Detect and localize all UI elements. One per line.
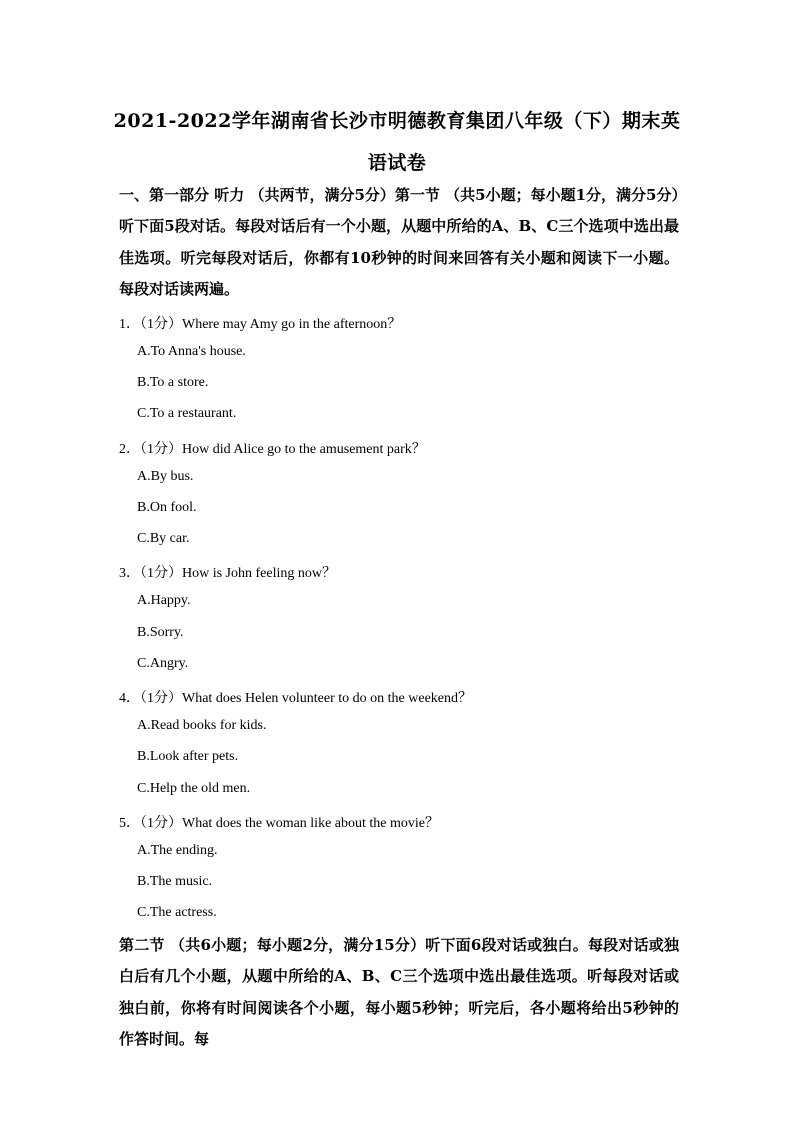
question-1-option-a: A.To Anna's house. [137, 344, 246, 359]
question-3-option-c: C.Angry. [137, 656, 189, 671]
question-1-stem: 1．（1分）Where may Amy go in the afternoon？ [119, 317, 402, 332]
question-3-option-a: A.Happy. [137, 593, 191, 608]
question-4-option-a: A.Read books for kids. [137, 718, 267, 733]
exam-title-line-1: 2021-2022学年湖南省长沙市明德教育集团八年级（下）期末英 [113, 110, 681, 132]
question-3-option-b: B.Sorry. [137, 625, 184, 640]
question-4-stem: 4．（1分）What does Helen volunteer to do on the weekend？ [119, 691, 473, 706]
question-5-stem: 5．（1分）What does the woman like about the movie？ [119, 816, 439, 831]
section-1-instructions: 一、第一部分 听力 （共两节，满分5分）第一节 （共5小题；每小题1分，满分5分）听下面5段对话。每段对话后有一个小题，从题中所给的A、B、C三个选项中选出最佳选项。听完每段对话后，你都有10秒钟的时间来回答有关小题和阅读下一小题。每段对话读两遍。 [119, 186, 679, 298]
question-2-option-a: A.By bus. [137, 469, 194, 484]
question-2-option-c: C.By car. [137, 531, 190, 546]
question-3-stem: 3．（1分）How is John feeling now？ [119, 566, 336, 581]
question-2-option-b: B.On fool. [137, 500, 197, 515]
section-2-instructions: 第二节 （共6小题；每小题2分，满分15分）听下面6段对话或独白。每段对话或独白后有几个小题，从题中所给的A、B、C三个选项中选出最佳选项。听每段对话或独白前，你将有时间阅读各个小题，每小题5秒钟；听完后，各小题将给出5秒钟的作答时间。每 [119, 936, 679, 1048]
question-5-option-c: C.The actress. [137, 905, 217, 920]
question-1-option-b: B.To a store. [137, 375, 209, 390]
question-4-option-b: B.Look after pets. [137, 749, 239, 764]
question-2-stem: 2．（1分）How did Alice go to the amusement park？ [119, 442, 426, 457]
question-1-option-c: C.To a restaurant. [137, 406, 237, 421]
question-5-option-a: A.The ending. [137, 843, 218, 858]
exam-title-line-2: 语试卷 [367, 152, 427, 174]
question-5-option-b: B.The music. [137, 874, 213, 889]
question-4-option-c: C.Help the old men. [137, 781, 251, 796]
